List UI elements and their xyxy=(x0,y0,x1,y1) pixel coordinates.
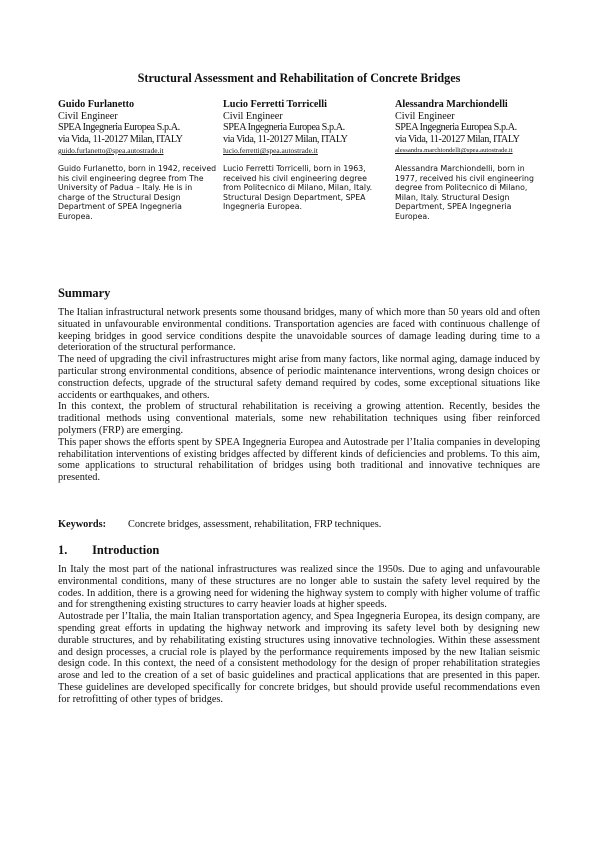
author-address: via Vida, 11-20127 Milan, ITALY xyxy=(58,133,183,145)
author-bio: Lucio Ferretti Torricelli, born in 1963, received his civil engineering degree from Politecnico di Milano, Milan, Italy. Structural Design Department, SPEA Ingegneria Europea. xyxy=(223,164,373,211)
summary-paragraph: The Italian infrastructural network presents some thousand bridges, many of which more than 50 years old and often situated in unfavourable environmental conditions. Transportation agencies are faced with continuous challenge of keeping bridges in good service conditions despite the unavoidable sources of damage leading during time to a deterioration of the structural performance. xyxy=(58,307,540,354)
keywords-label: Keywords: xyxy=(58,519,107,530)
summary-paragraph: In this context, the problem of structural rehabilitation is receiving a growing attention. Recently, besides the traditional methods using conventional materials, some new rehabilitation techniques using fiber reinforced polymers (FRP) are emerging. xyxy=(58,401,540,436)
summary-paragraph: This paper shows the efforts spent by SPEA Ingegneria Europea and Autostrade per l’Italia companies in developing rehabilitation interventions of existing bridges affected by different kinds of deficiencies and problems. To this aim, some applications to structural rehabilitation of bridges using both traditional and innovative techniques are presented. xyxy=(58,436,540,484)
author-role: Civil Engineer xyxy=(58,110,118,122)
author-address: via Vida, 11-20127 Milan, ITALY xyxy=(223,133,348,145)
author-company: SPEA Ingegneria Europea S.p.A. xyxy=(223,122,345,133)
author-company: SPEA Ingegneria Europea S.p.A. xyxy=(58,122,180,133)
paper-title: Structural Assessment and Rehabilitation of Concrete Bridges xyxy=(137,71,461,85)
keywords-line xyxy=(58,519,381,530)
author-company: SPEA Ingegneria Europea S.p.A. xyxy=(395,122,517,133)
introduction-heading: 1. Introduction xyxy=(58,543,160,557)
author-3 xyxy=(395,99,543,221)
author-role: Civil Engineer xyxy=(395,110,455,122)
author-role: Civil Engineer xyxy=(223,110,283,122)
author-name: Alessandra Marchiondelli xyxy=(395,99,508,110)
author-address: via Vida, 11-20127 Milan, ITALY xyxy=(395,133,520,145)
author-name: Guido Furlanetto xyxy=(58,99,135,110)
summary-heading: Summary xyxy=(58,286,111,300)
keywords-text: Concrete bridges, assessment, rehabilitation, FRP techniques. xyxy=(128,519,382,530)
author-bio: Alessandra Marchiondelli, born in 1977, received his civil engineering degree from Politecnico di Milano, Milan, Italy. Structural Design Department, SPEA Ingegneria Europea. xyxy=(395,164,534,221)
author-bio: Guido Furlanetto, born in 1942, received his civil engineering degree from The University of Padua – Italy. He is in charge of the Structural Design Department of SPEA Ingegneria Europea. xyxy=(58,164,217,221)
author-email-link[interactable]: guido.furlanetto@spea.autostrade.it xyxy=(58,146,164,155)
introduction-paragraph: Autostrade per l’Italia, the main Italian transportation agency, and Spea Ingegneria Europea, its design company, are spending great efforts in updating the highway network and improving its safety level both by designing new durable structures, and by rehabilitating existing structures using innovative technologies. Within these assessment and design processes, a crucial role is played by the performance requirements imposed by the new Italian seismic design code. In this context, the need of a consistent methodology for the design of proper rehabilitation strategies arose and led to the creation of a set of basic guidelines and practical applications that are presented in this paper. These guidelines are developed specifically for concrete bridges, but should provide useful recommendations even for retrofitting of other types of bridges. xyxy=(58,611,540,705)
author-1 xyxy=(58,99,218,221)
author-email-link[interactable]: lucio.ferretti@spea.autostrade.it xyxy=(223,146,318,155)
author-email-link[interactable]: alessandra.marchiondelli@spea.autostrade.it xyxy=(395,147,513,154)
introduction-body xyxy=(58,564,540,706)
introduction-paragraph: In Italy the most part of the national infrastructures was realized since the 1950s. Due to aging and unfavourable environmental conditions, many of these structures are no longer able to sustain the safety level required by the codes. In addition, there is a growing need for widening the highway system to comply with higher volume of traffic and for strengthening existing structures to carry heavier loads at higher speeds. xyxy=(58,564,540,611)
author-block xyxy=(58,99,540,239)
summary-paragraph: The need of upgrading the civil infrastructures might arise from many factors, like normal aging, damage induced by particular strong environmental conditions, absence of periodic maintenance interventions, wrong design choices or construction defects, upgrade of the structural safety demand required by codes, some exceptional situations like accidents or earthquakes, and others. xyxy=(58,354,540,401)
author-name: Lucio Ferretti Torricelli xyxy=(223,99,327,110)
summary-body xyxy=(58,307,540,484)
author-2 xyxy=(223,99,383,212)
